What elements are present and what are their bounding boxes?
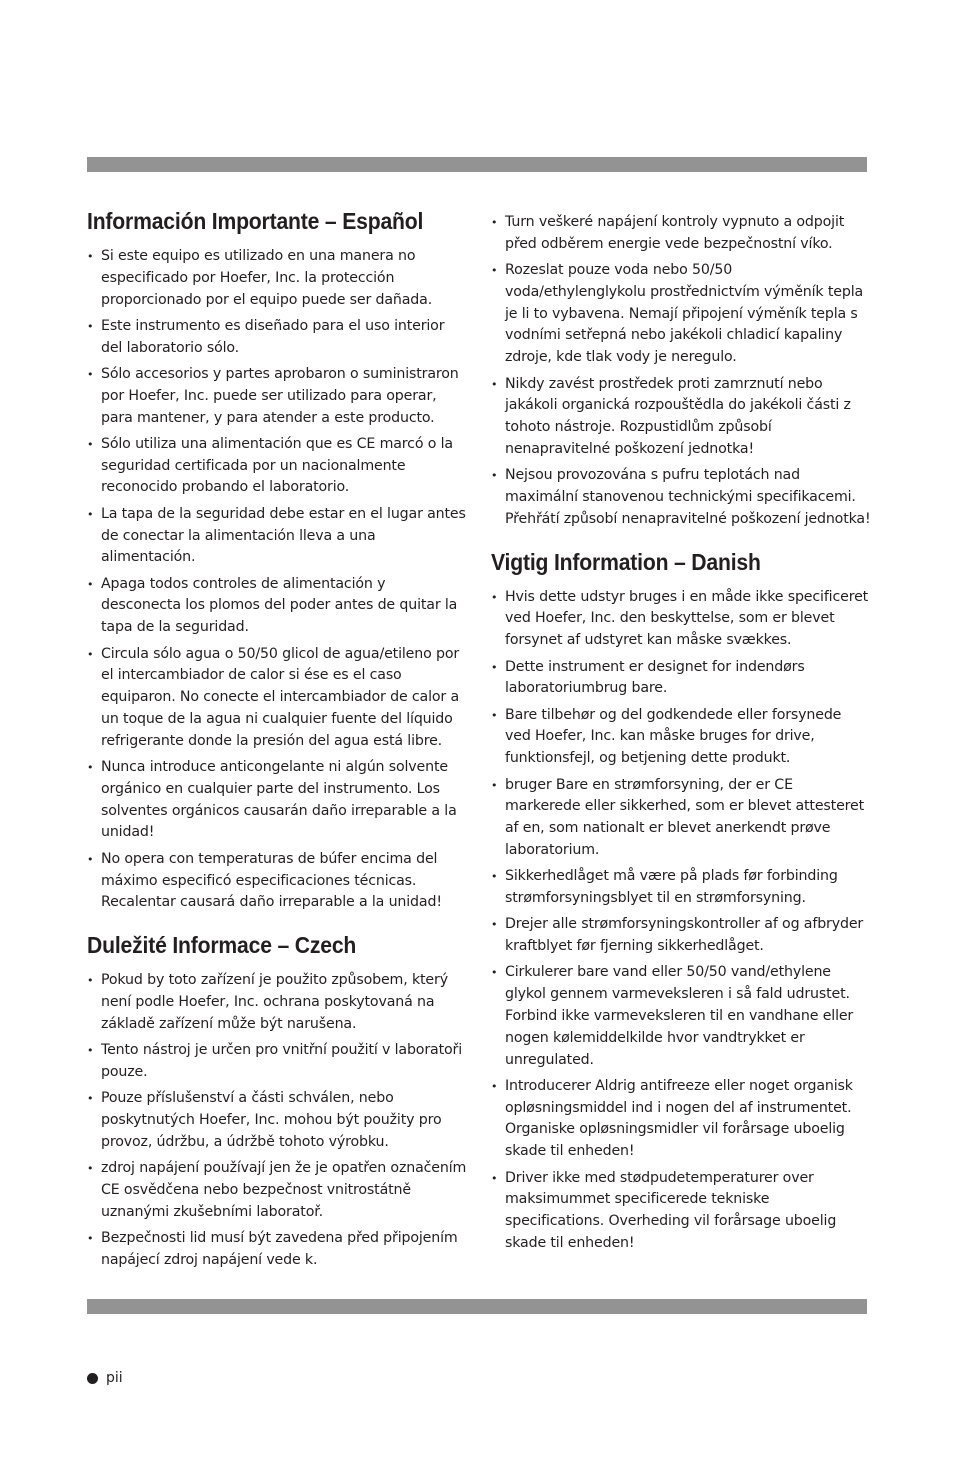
spanish-list: [87, 246, 467, 914]
bullet-dot-icon: [87, 1373, 98, 1384]
list-item: • Bezpečnosti lid musí být zavedena před připojením napájecí zdroj napájení vede k.: [87, 1228, 467, 1272]
list-item: • Pouze příslušenství a části schválen, nebo poskytnutých Hoefer, Inc. mohou být použity pro provoz, údržbu, a údržbě tohoto výrobku.: [87, 1088, 467, 1153]
list-item: • Tento nástroj je určen pro vnitřní použití v laboratoři pouze.: [87, 1040, 467, 1084]
list-item: • Driver ikke med stødpudetemperaturer over maksimummet specificerede tekniske specifications. Overheding vil forårsage uboelig skade til enheden!: [491, 1168, 871, 1255]
list-item: • Hvis dette udstyr bruges i en måde ikke specificeret ved Hoefer, Inc. den beskyttelse, som er blevet forsynet af udstyret kan måske svækkes.: [491, 587, 871, 652]
heading-danish: Vigtig Information – Danish: [491, 548, 761, 575]
czech-list-continued: [491, 212, 871, 531]
list-item: • Bare tilbehør og del godkendede eller forsynede ved Hoefer, Inc. kan måske bruges for drive, funktionsfejl, og betjening dette produkt.: [491, 705, 871, 770]
top-rule: [87, 157, 867, 172]
list-item: • Nejsou provozována s pufru teplotách nad maximální stanovenou technickými specifikacemi. Přehřátí způsobí nenapravitelné poškození jednotka!: [491, 465, 871, 530]
czech-list: [87, 970, 467, 1271]
list-item: • Nunca introduce anticongelante ni algún solvente orgánico en cualquier parte del instrumento. Los solventes orgánicos causarán daño irreparable a la unidad!: [87, 757, 467, 844]
danish-list: [491, 587, 871, 1255]
list-item: • Sólo accesorios y partes aprobaron o suministraron por Hoefer, Inc. puede ser utilizado para operar, para mantener, y para atender a este producto.: [87, 364, 467, 429]
page-number: pii: [106, 1370, 123, 1386]
list-item: • Rozeslat pouze voda nebo 50/50 voda/ethylenglykolu prostřednictvím výměník tepla je li to vybavena. Nemají připojení výměník tepla s vodními setřepná nebo jakékoli chladicí kapaliny zdroje, kde tlak vody je neregulo.: [491, 260, 871, 369]
list-item: • Turn veškeré napájení kontroly vypnuto a odpojit před odběrem energie vede bezpečnostní víko.: [491, 212, 871, 256]
list-item: • Sólo utiliza una alimentación que es CE marcó o la seguridad certificada por un nacionalmente reconocido probando el laboratorio.: [87, 434, 467, 499]
bottom-rule: [87, 1299, 867, 1314]
list-item: • Apaga todos controles de alimentación y desconecta los plomos del poder antes de quitar la tapa de la seguridad.: [87, 574, 467, 639]
list-item: • Circula sólo agua o 50/50 glicol de agua/etileno por el intercambiador de calor si ése es el caso equiparon. No conecte el intercambiador de calor a un toque de la agua ni cualquier fuente del líquido refrigerante donde la presión del agua está libre.: [87, 644, 467, 753]
list-item: • Introducerer Aldrig antifreeze eller noget organisk opløsningsmiddel ind i nogen del af instrumentet. Organiske opløsningsmidler vil forårsage uboelig skade til enheden!: [491, 1076, 871, 1163]
list-item: • Pokud by toto zařízení je použito způsobem, který není podle Hoefer, Inc. ochrana poskytovaná na základě zařízení může být narušena.: [87, 970, 467, 1035]
list-item: • Sikkerhedlåget må være på plads før forbinding strømforsyningsblyet til en strømforsyning.: [491, 866, 871, 910]
list-item: • Nikdy zavést prostředek proti zamrznutí nebo jakákoli organická rozpouštědla do jakékoli části z tohoto nástroje. Rozpustidlům způsobí nenapravitelné poškození jednotka!: [491, 374, 871, 461]
list-item: • zdroj napájení používají jen že je opatřen označením CE osvědčena nebo bezpečnost vnitrostátně uznanými zkušebními laboratoř.: [87, 1158, 467, 1223]
list-item: • No opera con temperaturas de búfer encima del máximo especificó especificaciones técnicas. Recalentar causará daño irreparable a la unidad!: [87, 849, 467, 914]
list-item: • La tapa de la seguridad debe estar en el lugar antes de conectar la alimentación lleva a una alimentación.: [87, 504, 467, 569]
left-column: [87, 206, 467, 1276]
list-item: • Drejer alle strømforsyningskontroller af og afbryder kraftblyet før fjerning sikkerhedlåget.: [491, 914, 871, 958]
list-item: • Dette instrument er designet for indendørs laboratoriumbrug bare.: [491, 657, 871, 701]
heading-spanish: Información Importante – Español: [87, 208, 424, 234]
page-footer: [87, 1368, 123, 1388]
list-item: • Este instrumento es diseñado para el uso interior del laboratorio sólo.: [87, 316, 467, 360]
list-item: • Si este equipo es utilizado en una manera no especificado por Hoefer, Inc. la protección proporcionado por el equipo puede ser dañada.: [87, 246, 467, 311]
list-item: • Cirkulerer bare vand eller 50/50 vand/ethylene glykol gennem varmeveksleren i så fald udrustet. Forbind ikke varmeveksleren til en vandhane eller nogen kølemiddelkilde hvor vandtrykket er unregulated.: [491, 962, 871, 1071]
list-item: • bruger Bare en strømforsyning, der er CE markerede eller sikkerhed, som er blevet attesteret af en, som nationalt er blevet anerkendt prøve laboratorium.: [491, 775, 871, 862]
heading-czech: Duležité Informace – Czech: [87, 932, 357, 959]
right-column: [491, 212, 871, 1259]
